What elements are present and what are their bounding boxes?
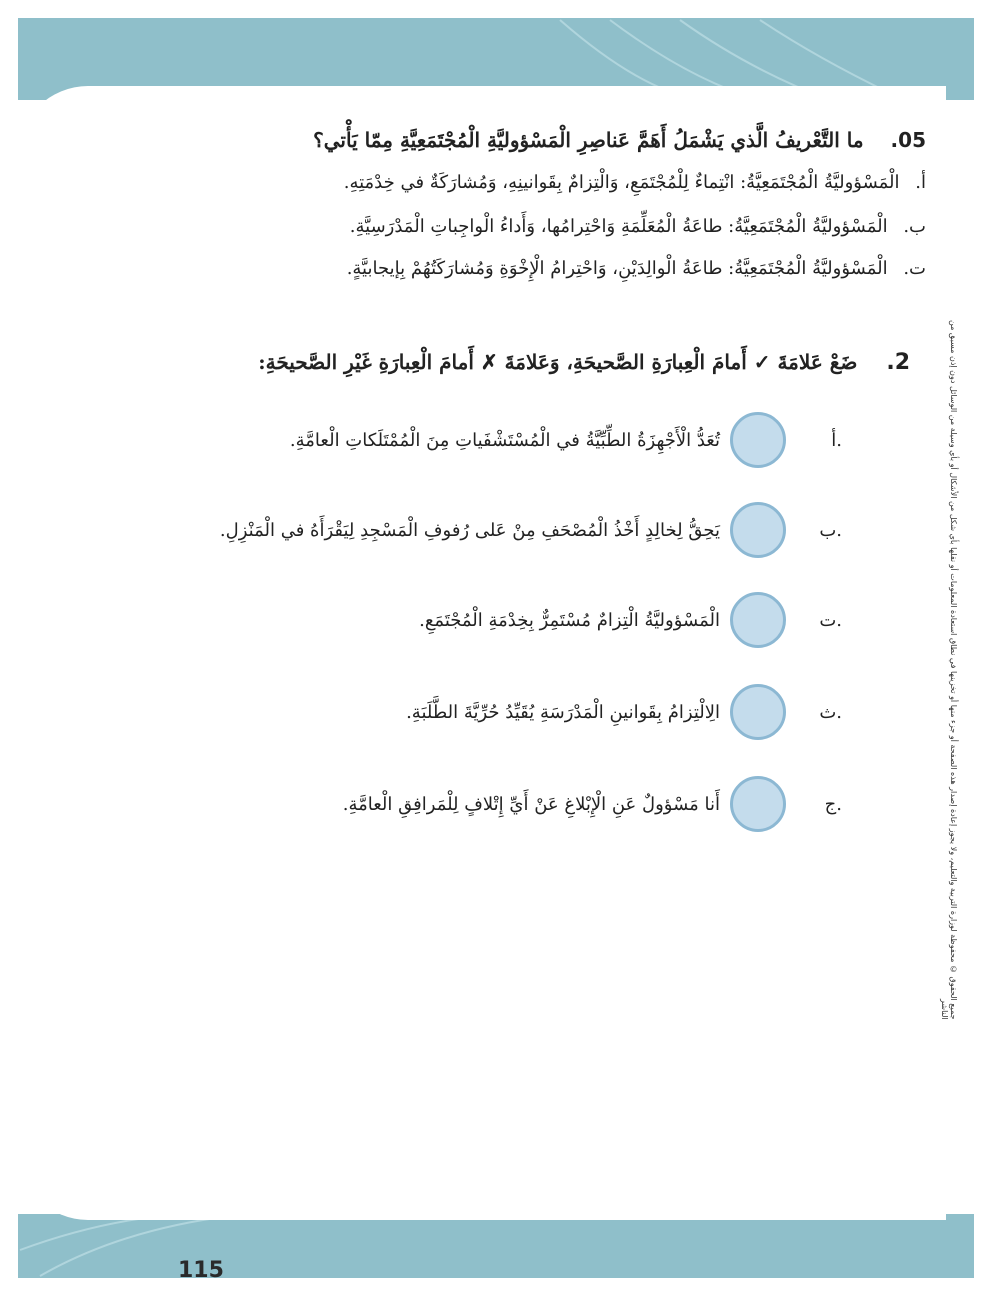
page-card: [18, 86, 946, 1220]
true-false-item: [343, 772, 842, 836]
question-05-title: [126, 128, 926, 152]
answer-circle[interactable]: [730, 412, 786, 468]
answer-circle[interactable]: [730, 684, 786, 740]
answer-circle[interactable]: [730, 776, 786, 832]
item-letter: ث.: [819, 701, 842, 723]
true-false-item: [220, 498, 842, 562]
question-2-number: 2.: [886, 350, 910, 375]
question-2-title: [110, 350, 910, 375]
option-text: الْمَسْؤوليَّةُ الْمُجْتَمَعِيَّةُ: طاعَةُ الْمُعَلِّمَةِ وَاحْتِرامُها، وَأَداءُ الْواجِباتِ الْمَدْرَسِيَّةِ.: [349, 216, 888, 237]
answer-circle[interactable]: [730, 502, 786, 558]
true-false-item: [406, 680, 842, 744]
question-05-text: ما التَّعْريفُ الَّذي يَشْمَلُ أَهَمَّ عَناصِرِ الْمَسْؤوليَّةِ الْمُجْتَمَعِيَّةِ مِمّا يَأْتي؟: [313, 128, 864, 152]
item-letter: أ.: [831, 429, 842, 451]
item-text: الِالْتِزامُ بِقَوانينِ الْمَدْرَسَةِ يُقَيِّدُ حُرِّيَّةَ الطَّلَبَةِ.: [406, 701, 720, 723]
item-letter: ت.: [819, 609, 842, 631]
copyright-side-note: جميع الحقوق © محفوظة لوزارة التربية والتعليم، ولا يجوز إعادة إصدار هذه الصفحة أو جزء منها أو تخزينها في نطاق استعادة المعلومات أو نقلها بأي شكل من الأشكال أو بأي وسيلة من الوسائل دون إذن مسبق من الناشر: [940, 320, 958, 1020]
item-text: الْمَسْؤوليَّةُ الْتِزامٌ مُسْتَمِرٌّ بِخِدْمَةِ الْمُجْتَمَعِ.: [419, 609, 720, 631]
option-letter: ت.: [903, 258, 926, 279]
page-number: 115: [178, 1258, 224, 1283]
option-text: الْمَسْؤوليَّةُ الْمُجْتَمَعِيَّةُ: طاعَةُ الْوالِدَيْنِ، وَاحْتِرامُ الْإِخْوَةِ وَمُشارَكَتُهُمْ بِإيجابيَّةٍ.: [346, 258, 888, 279]
question-05-option: [126, 258, 926, 279]
option-letter: ب.: [903, 216, 926, 237]
item-letter: ب.: [819, 519, 842, 541]
item-text: تُعَدُّ الْأَجْهِزَةُ الطِّبِّيَّةُ في الْمُسْتَشْفَياتِ مِنَ الْمُمْتَلَكاتِ الْعامَّةِ.: [289, 429, 720, 451]
item-letter: ج.: [824, 793, 842, 815]
question-05-option: [126, 172, 926, 193]
item-text: يَحِقُّ لِخالِدٍ أَخْذُ الْمُصْحَفِ مِنْ عَلى رُفوفِ الْمَسْجِدِ لِيَقْرَأَهُ في الْمَنْزِلِ.: [219, 519, 720, 541]
item-text: أَنا مَسْؤولٌ عَنِ الْإِبْلاغِ عَنْ أَيِّ إِتْلافٍ لِلْمَرافِقِ الْعامَّةِ.: [342, 793, 720, 815]
true-false-item: [290, 408, 842, 472]
question-05-option: [126, 216, 926, 237]
option-text: الْمَسْؤوليَّةُ الْمُجْتَمَعِيَّةُ: انْتِماءٌ لِلْمُجْتَمَعِ، وَالْتِزامٌ بِقَوانينِهِ، وَمُشارَكَةٌ في خِدْمَتِهِ.: [343, 172, 900, 193]
question-05-number: 05.: [890, 128, 926, 152]
option-letter: أ.: [915, 172, 926, 193]
question-2-instruction: ضَعْ عَلامَةَ ✓ أَمامَ الْعِبارَةِ الصَّحيحَةِ، وَعَلامَةَ ✗ أَمامَ الْعِبارَةِ غَيْرِ الصَّحيحَةِ:: [258, 350, 858, 374]
true-false-item: [419, 588, 842, 652]
answer-circle[interactable]: [730, 592, 786, 648]
